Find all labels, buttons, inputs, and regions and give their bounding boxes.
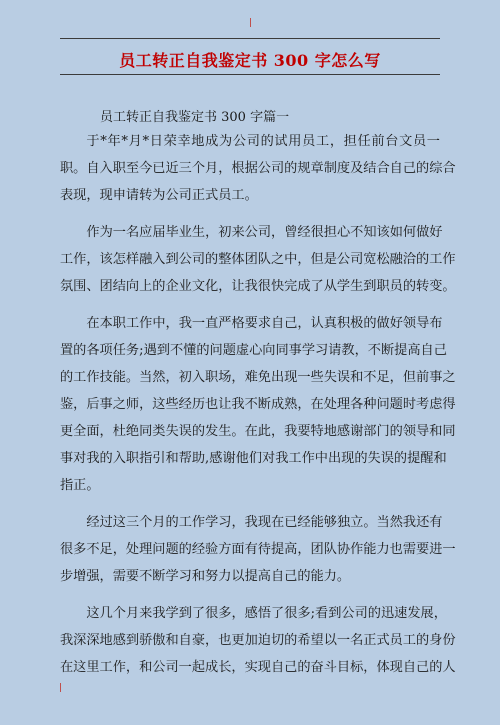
paragraph-line: 步增强，需要不断学习和努力以提高自己的能力。 xyxy=(60,569,351,584)
paragraph xyxy=(60,310,456,499)
paragraph-line: 事对我的入职指引和帮助,感谢他们对我工作中出现的失误的提醒和 xyxy=(60,451,447,466)
paragraph-line: 指正。 xyxy=(60,478,100,493)
paragraph-line: 更全面，杜绝同类失误的发生。在此，我要特地感谢部门的领导和同 xyxy=(60,424,456,439)
paragraph-line: 工作，该怎样融入到公司的整体团队之中，但是公司宽松融洽的工作 xyxy=(60,252,456,267)
paragraph xyxy=(60,219,456,300)
paragraph xyxy=(60,600,456,681)
paragraph-line: 我深深地感到骄傲和自豪，也更加迫切的希望以一名正式员工的身份 xyxy=(60,633,456,648)
paragraph-line: 很多不足，处理问题的经验方面有待提高，团队协作能力也需要进一 xyxy=(60,542,456,557)
paragraph-line: 职。自入职至今已近三个月，根据公司的规章制度及结合自己的综合 xyxy=(60,161,456,176)
paragraph-line: 在这里工作，和公司一起成长，实现自己的奋斗目标，体现自己的人 xyxy=(60,660,456,675)
title-top-rule xyxy=(60,38,440,39)
paragraph-line: 鉴，后事之师，这些经历也让我不断成熟，在处理各种问题时考虑得 xyxy=(60,397,456,412)
paragraph-line: 氛围、团结向上的企业文化，让我很快完成了从学生到职员的转变。 xyxy=(60,279,456,294)
section-heading: 员工转正自我鉴定书 300 字篇一 xyxy=(100,110,290,125)
paragraph-line: 表现，现申请转为公司正式员工。 xyxy=(60,188,258,203)
paragraph-line: 在本职工作中，我一直严格要求自己，认真积极的做好领导布 xyxy=(86,316,443,331)
page-top-marker xyxy=(250,18,251,27)
paragraph-line: 这几个月来我学到了很多，感悟了很多;看到公司的迅速发展， xyxy=(86,606,447,621)
page-bottom-marker xyxy=(60,683,61,692)
document-body xyxy=(60,128,456,691)
paragraph-line: 的工作技能。当然，初入职场，难免出现一些失误和不足，但前事之 xyxy=(60,370,456,385)
paragraph-line: 于*年*月*日荣幸地成为公司的试用员工，担任前台文员一 xyxy=(86,134,440,149)
paragraph xyxy=(60,509,456,590)
paragraph-line: 经过这三个月的工作学习，我现在已经能够独立。当然我还有 xyxy=(86,515,443,530)
document-title: 员工转正自我鉴定书 300 字怎么写 xyxy=(119,51,381,70)
title-bottom-rule xyxy=(60,74,440,75)
paragraph xyxy=(60,128,456,209)
paragraph-line: 作为一名应届毕业生，初来公司，曾经很担心不知该如何做好 xyxy=(86,225,443,240)
paragraph-line: 置的各项任务;遇到不懂的问题虚心向同事学习请教，不断提高自己 xyxy=(60,343,447,358)
